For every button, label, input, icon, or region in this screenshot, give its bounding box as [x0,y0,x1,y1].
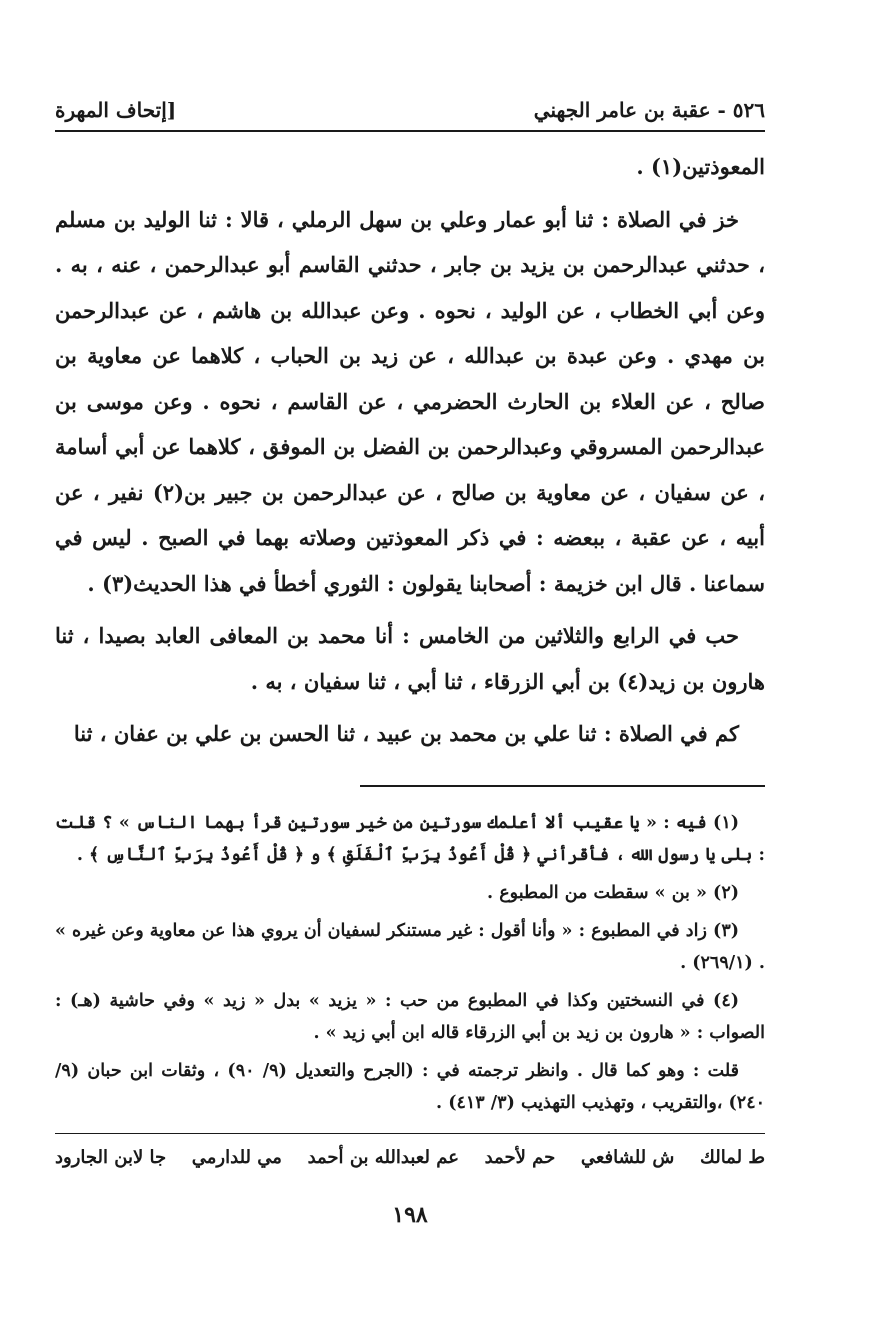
main-paragraph: خز في الصلاة : ثنا أبو عمار وعلي بن سهل الرملي ، قالا : ثنا الوليد بن مسلم ، حدثني عبدالرحمن بن يزيد بن جابر ، حدثني القاسم أبو عبدالرحمن ، عنه ، به . وعن أبي الخطاب ، عن الوليد ، نحوه . وعن عبدالله بن هاشم ، عن عبدالرحمن بن مهدي . وعن عبدة بن عبدالله ، عن زيد بن الحباب ، كلاهما عن معاوية بن صالح ، عن العلاء بن الحارث الحضرمي ، عن القاسم ، نحوه . وعن موسى بن عبدالرحمن المسروقي وعبدالرحمن بن الفضل بن الموفق ، كلاهما عن أبي أسامة ، عن سفيان ، عن معاوية بن صالح ، عن عبدالرحمن بن جبير بن(٢) نفير ، عن أبيه ، عن عقبة ، ببعضه : في ذكر المعوذتين وصلاته بهما في الصبح . ليس في سماعنا . قال ابن خزيمة : أصحابنا يقولون : الثوري أخطأ في هذا الحديث(٣) . [55,206,765,596]
abbreviations-divider [55,1133,765,1134]
footnote-divider [360,785,765,787]
book-page [55,80,765,1228]
header-chapter-title: ٥٢٦ - عقبة بن عامر الجهني [533,98,765,122]
footnotes [55,807,765,1119]
footnote: قلت : وهو كما قال . وانظر ترجمته في : (الجرح والتعديل (٩/ ٩٠) ، وثقات ابن حبان (٩/ ٢٤٠) ،والتقريب ، وتهذيب التهذيب (٣/ ٤١٣) . [55,1060,765,1113]
abbreviation-item: ط لمالك [700,1146,765,1168]
abbreviation-item: حم لأحمد [484,1146,556,1168]
abbreviations-key [55,1142,765,1174]
header-divider [55,130,765,132]
footnote: (٤) في النسختين وكذا في المطبوع من حب : « يزيد » بدل « زيد » وفي حاشية (هـ) : الصواب : « هارون بن زيد بن أبي الزرقاء قاله ابن أبي زيد » . [55,990,765,1043]
main-paragraph: كم في الصلاة : ثنا علي بن محمد بن عبيد ، ثنا الحسن بن علي بن عفان ، ثنا [73,721,739,746]
abbreviation-item: جا لابن الجارود [55,1146,167,1168]
main-paragraph: حب في الرابع والثلاثين من الخامس : أنا محمد بن المعافى العابد بصيدا ، ثنا هارون بن زيد(٤) بن أبي الزرقاء ، ثنا أبي ، ثنا سفيان ، به . [55,623,765,694]
abbreviation-item: ش للشافعي [580,1146,675,1168]
footnote: (٢) « بن » سقطت من المطبوع . [487,882,739,903]
header-book-title: [إتحاف المهرة [55,98,177,122]
footnote: (٣) زاد في المطبوع : « وأنا أقول : غير مستنكر لسفيان أن يروي هذا عن معاوية وعن غيره » . (٢٦٩/١) . [55,920,765,973]
main-text [55,144,765,757]
abbreviation-item: عم لعبدالله بن أحمد [307,1146,459,1168]
main-paragraph: المعوذتين(١) . [636,154,765,179]
page-number: ١٩٨ [392,1201,428,1228]
running-header [55,80,765,122]
abbreviation-item: مي للدارمي [191,1146,282,1168]
footnote: (١) فيه : « يا عقيب ألا أعلمك سورتين من خير سورتين قرأ بهما الناس » ؟ قلت : بلى يا رسول الله ، فأقرأني ﴿ قُلْ أَعُوذُ بِرَبِّ ٱلْفَلَقِ ﴾ و ﴿ قُلْ أَعُوذُ بِرَبِّ ٱلنَّاسِ ﴾ . [55,812,765,865]
